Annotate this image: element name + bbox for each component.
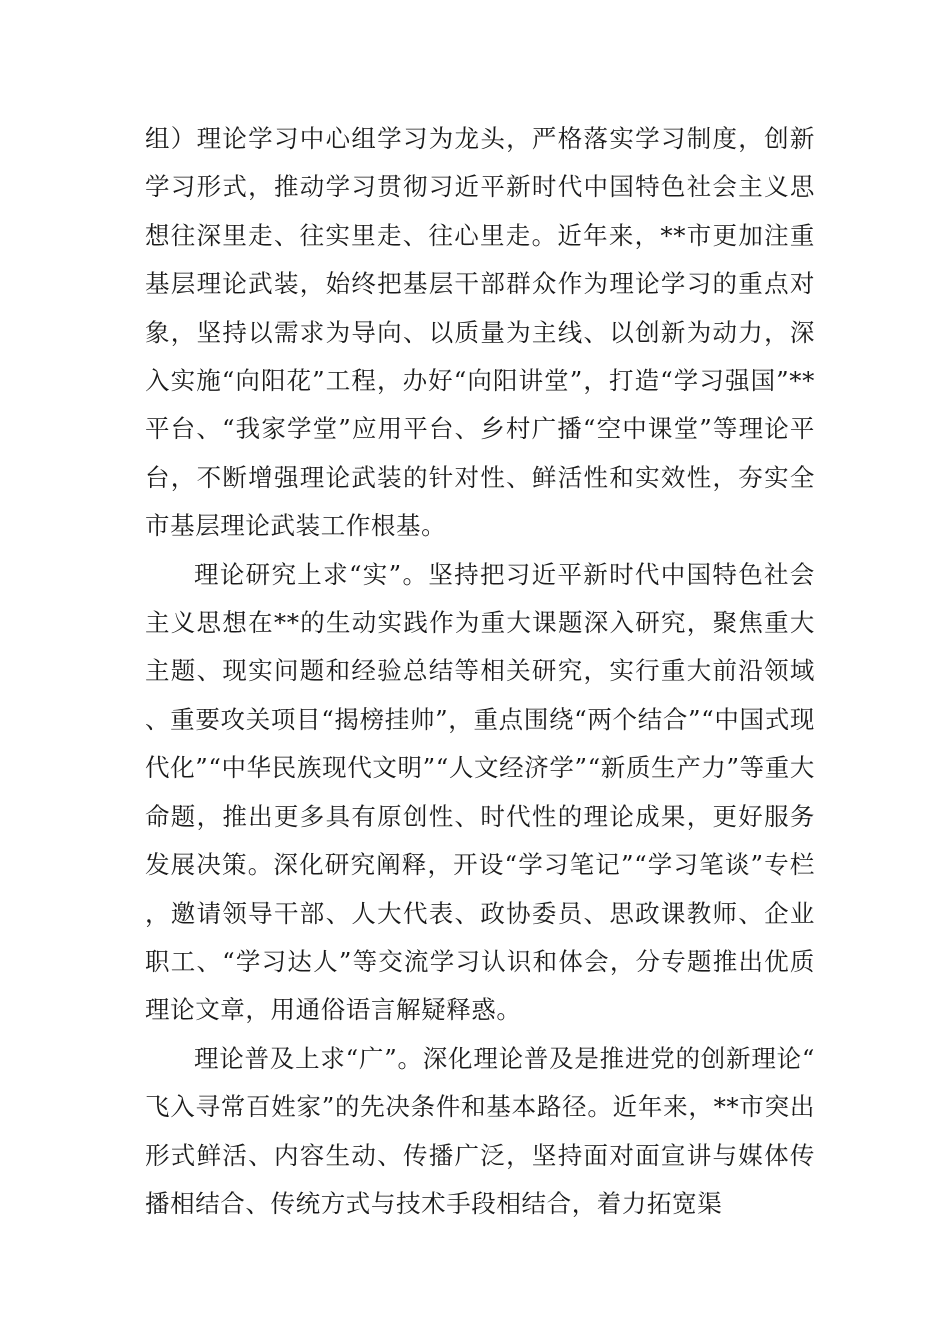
paragraph-theory-research: 理论研究上求“实”。坚持把习近平新时代中国特色社会主义思想在**的生动实践作为重大课题深入研究，聚焦重大主题、现实问题和经验总结等相关研究，实行重大前沿领域、重要攻关项目“揭榜挂帅”，重点围绕“两个结合”“中国式现代化”“中华民族现代文明”“人文经济学”“新质生产力”等重大命题，推出更多具有原创性、时代性的理论成果，更好服务发展决策。深化研究阐释，开设“学习笔记”“学习笔谈”专栏，邀请领导干部、人大代表、政协委员、思政课教师、企业职工、“学习达人”等交流学习认识和体会，分专题推出优质理论文章，用通俗语言解疑释惑。 bbox=[145, 559, 815, 1025]
body-text bbox=[145, 115, 815, 1228]
paragraph-theory-popularization: 理论普及上求“广”。深化理论普及是推进党的创新理论“飞入寻常百姓家”的先决条件和基本路径。近年来，**市突出形式鲜活、内容生动、传播广泛，坚持面对面宣讲与媒体传播相结合、传统方式与技术手段相结合，着力拓宽渠 bbox=[145, 1043, 815, 1218]
paragraph-continuation: 组）理论学习中心组学习为龙头，严格落实学习制度，创新学习形式，推动学习贯彻习近平新时代中国特色社会主义思想往深里走、往实里走、往心里走。近年来，**市更加注重基层理论武装，始终把基层干部群众作为理论学习的重点对象，坚持以需求为导向、以质量为主线、以创新为动力，深入实施“向阳花”工程，办好“向阳讲堂”，打造“学习强国”**平台、“我家学堂”应用平台、乡村广播“空中课堂”等理论平台，不断增强理论武装的针对性、鲜活性和实效性，夯实全市基层理论武装工作根基。 bbox=[145, 124, 815, 541]
